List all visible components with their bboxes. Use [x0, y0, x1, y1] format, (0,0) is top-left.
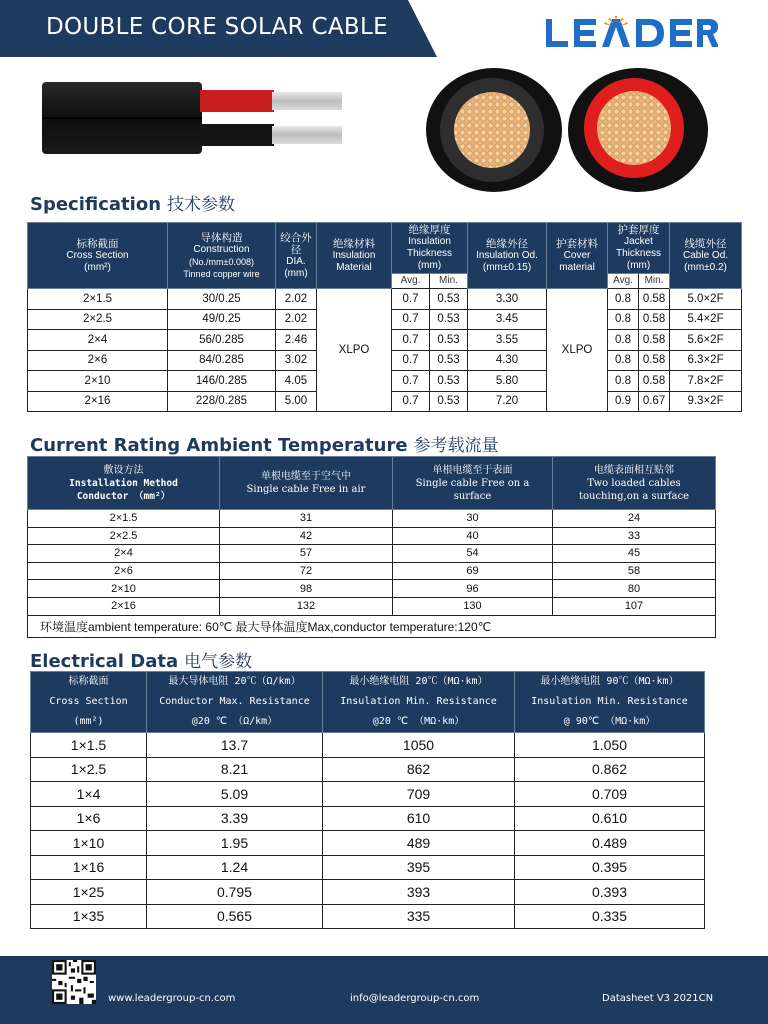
- cell-size: 2×2.5: [28, 527, 220, 545]
- header-jac-min: Min.: [639, 274, 670, 289]
- header-text: (mm±0.15): [482, 261, 532, 273]
- cell-touch: 80: [553, 580, 716, 598]
- table-row: [31, 880, 705, 905]
- header-text: 最小绝缘电阻 90℃（MΩ·km）: [540, 676, 679, 687]
- header-jac-avg: Avg.: [608, 274, 639, 289]
- page-title: DOUBLE CORE SOLAR CABLE: [46, 14, 388, 40]
- cell-construction: 49/0.25: [168, 309, 276, 330]
- cell-touch: 33: [553, 527, 716, 545]
- header-insulation-resistance-20: [323, 672, 515, 733]
- header-text: Two loaded cables: [587, 477, 681, 489]
- current-title-cn: 参考载流量: [413, 436, 499, 456]
- cell-surface: 30: [393, 510, 553, 528]
- cell-ins90: 0.709: [515, 782, 705, 807]
- header-text: 绝缘厚度: [408, 224, 451, 236]
- current-rating-table: [27, 456, 716, 638]
- cell-cover-material: XLPO: [547, 289, 608, 412]
- cell-ins20: 610: [323, 806, 515, 831]
- electrical-title-cn: 电气参数: [184, 652, 253, 672]
- cell-touch: 24: [553, 510, 716, 528]
- header-text: 电缆表面相互贴邻: [594, 464, 674, 476]
- cell-jac-min: 0.58: [639, 309, 670, 330]
- cell-size: 2×1.5: [28, 510, 220, 528]
- temperature-note: 环境温度ambient temperature: 60℃ 最大导体温度Max,conductor temperature:120℃: [28, 615, 716, 637]
- cell-jac-min: 0.58: [639, 289, 670, 310]
- cell-size: 1×2.5: [31, 757, 147, 782]
- header-text: material: [559, 261, 595, 273]
- cell-cable-od: 5.6×2F: [670, 330, 742, 351]
- cell-jac-min: 0.67: [639, 391, 670, 412]
- cell-air: 132: [220, 597, 393, 615]
- cell-ins20: 489: [323, 831, 515, 856]
- cell-construction: 84/0.285: [168, 350, 276, 371]
- cell-size: 2×16: [28, 597, 220, 615]
- cell-ins-min: 0.53: [430, 330, 468, 351]
- header-text: Conductor Max. Resistance: [159, 696, 310, 707]
- table-row: [28, 510, 716, 528]
- header-text: Cover: [563, 249, 591, 261]
- cell-surface: 69: [393, 562, 553, 580]
- cell-dia: 5.00: [276, 391, 317, 412]
- cell-ins-od: 4.30: [468, 350, 547, 371]
- header-text: 单根电缆至于表面: [432, 464, 513, 476]
- cell-cable-od: 7.8×2F: [670, 371, 742, 392]
- table-row: [31, 855, 705, 880]
- cell-size: 2×6: [28, 562, 220, 580]
- cell-ins20: 393: [323, 880, 515, 905]
- footer-bar: [0, 956, 768, 1024]
- cell-cross: 2×16: [28, 391, 168, 412]
- header-text: surface: [453, 490, 492, 502]
- cell-size: 1×25: [31, 880, 147, 905]
- header-dia: [276, 223, 317, 289]
- cell-ins-od: 3.55: [468, 330, 547, 351]
- cell-insulation-material: XLPO: [317, 289, 392, 412]
- header-insulation-thickness: [392, 223, 468, 274]
- cell-air: 31: [220, 510, 393, 528]
- header-insulation-resistance-90: [515, 672, 705, 733]
- header-text: Installation Method: [69, 477, 178, 489]
- header-text: @20 ℃ （MΩ·km）: [372, 716, 465, 727]
- table-row: [31, 831, 705, 856]
- header-construction: [168, 223, 276, 289]
- header-text: 绞合外径: [280, 231, 312, 256]
- cell-resistance: 8.21: [147, 757, 323, 782]
- cell-ins-min: 0.53: [430, 371, 468, 392]
- cell-ins90: 0.610: [515, 806, 705, 831]
- cell-construction: 30/0.25: [168, 289, 276, 310]
- cell-size: 2×4: [28, 545, 220, 563]
- cell-ins90: 0.393: [515, 880, 705, 905]
- cable-side-view-image: [42, 80, 348, 156]
- cell-surface: 130: [393, 597, 553, 615]
- header-text: 线缆外径: [684, 237, 727, 250]
- header-text: (mm): [626, 260, 651, 271]
- cell-jac-min: 0.58: [639, 350, 670, 371]
- cell-size: 1×1.5: [31, 733, 147, 758]
- cell-air: 72: [220, 562, 393, 580]
- header-free-on-surface: [393, 457, 553, 510]
- header-text: (mm²): [84, 261, 111, 273]
- cell-ins-avg: 0.7: [392, 289, 430, 310]
- cell-ins90: 0.335: [515, 904, 705, 929]
- header-text: Insulation Od.: [476, 249, 538, 261]
- cell-jac-avg: 0.8: [608, 330, 639, 351]
- specification-table: [27, 222, 742, 412]
- header-text: DIA.: [286, 255, 306, 267]
- header-text: @20 ℃ （Ω/km）: [191, 716, 278, 727]
- cell-cross: 2×10: [28, 371, 168, 392]
- header-text: 绝缘材料: [333, 237, 375, 250]
- table-row: [28, 597, 716, 615]
- header-installation-method: [28, 457, 220, 510]
- header-text: Single cable Free in air: [246, 484, 366, 495]
- header-insulation-od: [468, 223, 547, 289]
- current-section-title: [30, 431, 499, 456]
- cell-touch: 107: [553, 597, 716, 615]
- cell-cable-od: 9.3×2F: [670, 391, 742, 412]
- cell-resistance: 13.7: [147, 733, 323, 758]
- cell-ins20: 1050: [323, 733, 515, 758]
- header-cable-od: [670, 223, 742, 289]
- electrical-section-title: [30, 647, 252, 672]
- header-text: Cross Section: [66, 249, 129, 261]
- header-text: Cable Od.: [683, 249, 729, 261]
- cell-ins20: 335: [323, 904, 515, 929]
- cell-ins20: 862: [323, 757, 515, 782]
- cell-resistance: 0.795: [147, 880, 323, 905]
- header-text: 敷设方法: [103, 464, 144, 476]
- header-text: Insulation Min. Resistance: [531, 696, 688, 707]
- cell-size: 1×35: [31, 904, 147, 929]
- cell-resistance: 1.24: [147, 855, 323, 880]
- cell-size: 2×10: [28, 580, 220, 598]
- table-row: [31, 733, 705, 758]
- cell-cross: 2×6: [28, 350, 168, 371]
- brand-logo: [546, 15, 718, 49]
- header-ins-avg: Avg.: [392, 274, 430, 289]
- header-touching: [553, 457, 716, 510]
- header-text: touching,on a surface: [578, 490, 690, 502]
- table-row: [28, 527, 716, 545]
- cell-surface: 96: [393, 580, 553, 598]
- header-text: 标称截面: [68, 676, 109, 687]
- table-row: [28, 615, 716, 637]
- cell-ins-od: 5.80: [468, 371, 547, 392]
- cell-jac-avg: 0.8: [608, 289, 639, 310]
- table-row: [31, 782, 705, 807]
- cell-ins-min: 0.53: [430, 289, 468, 310]
- cell-ins20: 395: [323, 855, 515, 880]
- cell-cross: 2×4: [28, 330, 168, 351]
- header-cross-section: [28, 223, 168, 289]
- header-free-in-air: [220, 457, 393, 510]
- header-text: Tinned copper wire: [183, 268, 260, 279]
- header-text: Material: [336, 261, 372, 273]
- cell-air: 98: [220, 580, 393, 598]
- table-row: [31, 757, 705, 782]
- cell-ins-avg: 0.7: [392, 391, 430, 412]
- footer-website-link[interactable]: www.leadergroup-cn.com: [108, 993, 236, 1004]
- cell-ins-od: 7.20: [468, 391, 547, 412]
- cell-size: 1×6: [31, 806, 147, 831]
- cell-cross: 2×1.5: [28, 289, 168, 310]
- current-title-en: Current Rating Ambient Temperature: [30, 435, 408, 456]
- cell-cross: 2×2.5: [28, 309, 168, 330]
- header-text: 单根电缆至于空气中: [261, 471, 351, 482]
- cell-ins-avg: 0.7: [392, 350, 430, 371]
- spec-title-en: Specification: [30, 194, 162, 215]
- cell-ins90: 0.395: [515, 855, 705, 880]
- header-text: 标称截面: [76, 237, 119, 250]
- cell-air: 57: [220, 545, 393, 563]
- header-cross-section: [31, 672, 147, 733]
- cell-cable-od: 6.3×2F: [670, 350, 742, 371]
- table-row: [28, 562, 716, 580]
- electrical-data-table: [30, 671, 705, 929]
- cell-resistance: 3.39: [147, 806, 323, 831]
- header-text: Construction: [193, 243, 250, 255]
- cell-ins90: 1.050: [515, 733, 705, 758]
- cell-ins-avg: 0.7: [392, 330, 430, 351]
- header-text: 最大导体电阻 20℃（Ω/km）: [168, 676, 301, 687]
- cell-touch: 58: [553, 562, 716, 580]
- header-text: Thickness: [407, 248, 453, 259]
- header-text: @ 90℃ （MΩ·km）: [563, 716, 656, 727]
- header-insulation-material: [317, 223, 392, 289]
- table-row: [31, 806, 705, 831]
- footer-version: Datasheet V3 2021CN: [602, 993, 714, 1004]
- header-text: Cross Section: [49, 696, 128, 707]
- cell-dia: 4.05: [276, 371, 317, 392]
- cell-jac-min: 0.58: [639, 330, 670, 351]
- table-row: [31, 904, 705, 929]
- cell-cable-od: 5.4×2F: [670, 309, 742, 330]
- cell-jac-avg: 0.8: [608, 371, 639, 392]
- cell-size: 1×4: [31, 782, 147, 807]
- cell-size: 1×10: [31, 831, 147, 856]
- header-text: 导体构造: [200, 231, 243, 244]
- qr-code-icon: [52, 960, 96, 1004]
- cell-resistance: 5.09: [147, 782, 323, 807]
- header-text: 护套厚度: [617, 224, 660, 236]
- cell-dia: 3.02: [276, 350, 317, 371]
- cell-resistance: 0.565: [147, 904, 323, 929]
- cell-touch: 45: [553, 545, 716, 563]
- header-text: (mm±0.2): [684, 261, 727, 273]
- header-ins-min: Min.: [430, 274, 468, 289]
- spec-title-cn: 技术参数: [167, 195, 236, 215]
- cell-jac-avg: 0.9: [608, 391, 639, 412]
- header-conductor-resistance: [147, 672, 323, 733]
- cell-air: 42: [220, 527, 393, 545]
- cell-dia: 2.02: [276, 309, 317, 330]
- table-row: [28, 580, 716, 598]
- header-text: (mm²): [73, 716, 104, 727]
- cell-surface: 40: [393, 527, 553, 545]
- header-jacket-thickness: [608, 223, 670, 274]
- cell-dia: 2.46: [276, 330, 317, 351]
- electrical-title-en: Electrical Data: [30, 651, 179, 672]
- cell-ins90: 0.862: [515, 757, 705, 782]
- header-text: (mm): [284, 267, 308, 279]
- cell-construction: 146/0.285: [168, 371, 276, 392]
- cell-dia: 2.02: [276, 289, 317, 310]
- cell-resistance: 1.95: [147, 831, 323, 856]
- cell-size: 1×16: [31, 855, 147, 880]
- spec-section-title: [30, 190, 235, 215]
- cell-ins-od: 3.30: [468, 289, 547, 310]
- cell-construction: 56/0.285: [168, 330, 276, 351]
- header-text: (No./mm±0.008): [189, 256, 254, 267]
- header-text: Conductor （mm²）: [76, 490, 171, 502]
- cell-ins-avg: 0.7: [392, 309, 430, 330]
- cable-cross-section-image: [424, 66, 712, 194]
- header-text: 最小绝缘电阻 20℃（MΩ·km）: [349, 676, 488, 687]
- header-cover-material: [547, 223, 608, 289]
- header-text: Insulation Min. Resistance: [340, 696, 497, 707]
- cell-ins-od: 3.45: [468, 309, 547, 330]
- cell-ins-avg: 0.7: [392, 371, 430, 392]
- header-text: Single cable Free on a: [415, 477, 530, 489]
- cell-ins-min: 0.53: [430, 350, 468, 371]
- header-text: Insulation: [332, 249, 376, 261]
- header-text: Jacket: [624, 236, 653, 247]
- cell-surface: 54: [393, 545, 553, 563]
- header-text: Insulation: [408, 236, 451, 247]
- cell-cable-od: 5.0×2F: [670, 289, 742, 310]
- footer-email-link[interactable]: info@leadergroup-cn.com: [350, 993, 480, 1004]
- cell-jac-min: 0.58: [639, 371, 670, 392]
- table-row: [28, 289, 742, 310]
- header-text: Thickness: [616, 248, 662, 259]
- header-text: 护套材料: [556, 237, 599, 250]
- cell-ins20: 709: [323, 782, 515, 807]
- cell-jac-avg: 0.8: [608, 309, 639, 330]
- header-text: 绝缘外径: [486, 237, 529, 250]
- cell-construction: 228/0.285: [168, 391, 276, 412]
- cell-ins-min: 0.53: [430, 309, 468, 330]
- cell-ins-min: 0.53: [430, 391, 468, 412]
- cell-jac-avg: 0.8: [608, 350, 639, 371]
- table-row: [28, 545, 716, 563]
- header-text: (mm): [417, 260, 442, 271]
- cell-ins90: 0.489: [515, 831, 705, 856]
